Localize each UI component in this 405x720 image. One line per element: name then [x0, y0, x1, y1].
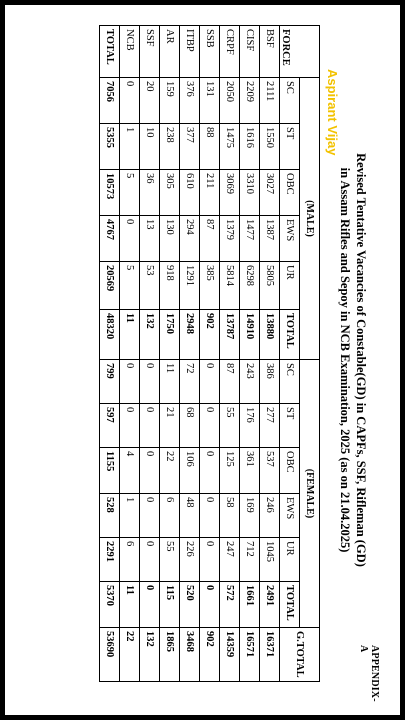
value-cell: 53 [140, 262, 160, 310]
value-cell: 87 [200, 216, 220, 262]
value-cell: 2111 [260, 78, 280, 124]
female-group-header: (FEMALE) [300, 360, 320, 628]
value-cell: 13880 [260, 310, 280, 360]
value-cell: 169 [240, 494, 260, 538]
value-cell: 597 [100, 404, 120, 448]
value-cell: 247 [220, 538, 240, 582]
value-cell: 6298 [240, 262, 260, 310]
vacancy-table [99, 25, 320, 682]
value-cell: 902 [200, 310, 220, 360]
force-cell: TOTAL [100, 26, 120, 78]
value-cell: 11 [120, 582, 140, 628]
value-cell: 918 [160, 262, 180, 310]
value-cell: 0 [140, 538, 160, 582]
value-cell: 610 [180, 170, 200, 216]
grand-total-cell: 14359 [220, 628, 240, 682]
value-cell: 0 [200, 360, 220, 404]
value-cell: 0 [140, 448, 160, 494]
value-cell: 0 [200, 494, 220, 538]
force-cell: BSF [260, 26, 280, 78]
column-header: UR [280, 538, 300, 582]
value-cell: 13 [140, 216, 160, 262]
value-cell: 20 [140, 78, 160, 124]
grand-total-header: G.TOTAL [280, 628, 320, 682]
value-cell: 0 [120, 78, 140, 124]
table-body [100, 26, 280, 682]
rotated-document [10, 15, 390, 705]
value-cell: 1477 [240, 216, 260, 262]
value-cell: 5370 [100, 582, 120, 628]
value-cell: 5 [120, 262, 140, 310]
value-cell: 0 [200, 404, 220, 448]
column-header: OBC [280, 448, 300, 494]
value-cell: 4767 [100, 216, 120, 262]
table-row [240, 26, 260, 682]
value-cell: 1661 [240, 582, 260, 628]
value-cell: 572 [220, 582, 240, 628]
value-cell: 277 [260, 404, 280, 448]
value-cell: 2491 [260, 582, 280, 628]
force-cell: NCB [120, 26, 140, 78]
value-cell: 1045 [260, 538, 280, 582]
value-cell: 1550 [260, 124, 280, 170]
document-title-line-2: in Assam Rifles and Sepoy in NCB Examination, 2025 (as on 21.04.2025) [338, 167, 352, 553]
value-cell: 3310 [240, 170, 260, 216]
force-cell: ITBP [180, 26, 200, 78]
value-cell: 3069 [220, 170, 240, 216]
table-row [220, 26, 240, 682]
table-row [200, 26, 220, 682]
value-cell: 36 [140, 170, 160, 216]
value-cell: 13787 [220, 310, 240, 360]
value-cell: 20569 [100, 262, 120, 310]
force-cell: SSF [140, 26, 160, 78]
value-cell: 10573 [100, 170, 120, 216]
value-cell: 48320 [100, 310, 120, 360]
value-cell: 2050 [220, 78, 240, 124]
value-cell: 10 [140, 124, 160, 170]
value-cell: 211 [200, 170, 220, 216]
value-cell: 14910 [240, 310, 260, 360]
column-header-row [280, 26, 300, 682]
value-cell: 115 [160, 582, 180, 628]
value-cell: 246 [260, 494, 280, 538]
document-title-line-1: Revised Tentative Vacancies of Constable(GD) in CAPFs, SSF, Rifleman (GD) [354, 153, 368, 567]
grand-total-cell: 22 [120, 628, 140, 682]
force-cell: CRPF [220, 26, 240, 78]
document-page [5, 5, 400, 715]
table-row [180, 26, 200, 682]
value-cell: 0 [120, 360, 140, 404]
value-cell: 0 [140, 360, 160, 404]
value-cell: 799 [100, 360, 120, 404]
value-cell: 1379 [220, 216, 240, 262]
value-cell: 0 [120, 404, 140, 448]
value-cell: 2209 [240, 78, 260, 124]
value-cell: 11 [160, 360, 180, 404]
grand-total-cell: 3468 [180, 628, 200, 682]
value-cell: 1387 [260, 216, 280, 262]
value-cell: 712 [240, 538, 260, 582]
table-row [120, 26, 140, 682]
value-cell: 2291 [100, 538, 120, 582]
value-cell: 130 [160, 216, 180, 262]
value-cell: 0 [200, 538, 220, 582]
value-cell: 0 [140, 494, 160, 538]
value-cell: 1750 [160, 310, 180, 360]
value-cell: 0 [120, 216, 140, 262]
value-cell: 176 [240, 404, 260, 448]
grand-total-cell: 902 [200, 628, 220, 682]
group-header-row [300, 26, 320, 682]
value-cell: 125 [220, 448, 240, 494]
value-cell: 0 [140, 582, 160, 628]
value-cell: 6 [120, 538, 140, 582]
value-cell: 520 [180, 582, 200, 628]
value-cell: 72 [180, 360, 200, 404]
value-cell: 537 [260, 448, 280, 494]
value-cell: 132 [140, 310, 160, 360]
grand-total-cell: 16571 [240, 628, 260, 682]
grand-total-cell: 53690 [100, 628, 120, 682]
value-cell: 1291 [180, 262, 200, 310]
value-cell: 87 [220, 360, 240, 404]
value-cell: 5 [120, 170, 140, 216]
value-cell: 376 [180, 78, 200, 124]
value-cell: 55 [220, 404, 240, 448]
value-cell: 5805 [260, 262, 280, 310]
value-cell: 386 [260, 360, 280, 404]
value-cell: 385 [200, 262, 220, 310]
value-cell: 5814 [220, 262, 240, 310]
column-header: ST [280, 404, 300, 448]
value-cell: 11 [120, 310, 140, 360]
column-header: UR [280, 262, 300, 310]
value-cell: 305 [160, 170, 180, 216]
value-cell: 1155 [100, 448, 120, 494]
value-cell: 3027 [260, 170, 280, 216]
column-header: EWS [280, 494, 300, 538]
column-header: OBC [280, 170, 300, 216]
value-cell: 48 [180, 494, 200, 538]
value-cell: 58 [220, 494, 240, 538]
column-header: EWS [280, 216, 300, 262]
value-cell: 0 [140, 404, 160, 448]
value-cell: 88 [200, 124, 220, 170]
grand-total-cell: 16371 [260, 628, 280, 682]
value-cell: 1616 [240, 124, 260, 170]
value-cell: 294 [180, 216, 200, 262]
value-cell: 0 [200, 582, 220, 628]
column-header: SC [280, 78, 300, 124]
value-cell: 68 [180, 404, 200, 448]
value-cell: 22 [160, 448, 180, 494]
value-cell: 1475 [220, 124, 240, 170]
value-cell: 226 [180, 538, 200, 582]
grand-total-cell: 1865 [160, 628, 180, 682]
value-cell: 4 [120, 448, 140, 494]
value-cell: 243 [240, 360, 260, 404]
table-row [140, 26, 160, 682]
value-cell: 55 [160, 538, 180, 582]
value-cell: 21 [160, 404, 180, 448]
force-cell: AR [160, 26, 180, 78]
table-row [160, 26, 180, 682]
column-header: TOTAL [280, 582, 300, 628]
force-header: FORCE [280, 26, 320, 78]
column-header: ST [280, 124, 300, 170]
value-cell: 528 [100, 494, 120, 538]
column-header: TOTAL [280, 310, 300, 360]
value-cell: 0 [200, 448, 220, 494]
value-cell: 131 [200, 78, 220, 124]
grand-total-cell: 132 [140, 628, 160, 682]
appendix-label: APPENDIX-A [358, 645, 380, 702]
value-cell: 159 [160, 78, 180, 124]
value-cell: 106 [180, 448, 200, 494]
table-row [260, 26, 280, 682]
value-cell: 1 [120, 494, 140, 538]
male-group-header: (MALE) [300, 78, 320, 360]
value-cell: 361 [240, 448, 260, 494]
value-cell: 1 [120, 124, 140, 170]
value-cell: 377 [180, 124, 200, 170]
value-cell: 5355 [100, 124, 120, 170]
force-cell: CISF [240, 26, 260, 78]
total-row [100, 26, 120, 682]
watermark: Aspirant Vijay [325, 69, 340, 156]
value-cell: 238 [160, 124, 180, 170]
column-header: SC [280, 360, 300, 404]
value-cell: 7056 [100, 78, 120, 124]
force-cell: SSB [200, 26, 220, 78]
value-cell: 6 [160, 494, 180, 538]
value-cell: 2948 [180, 310, 200, 360]
